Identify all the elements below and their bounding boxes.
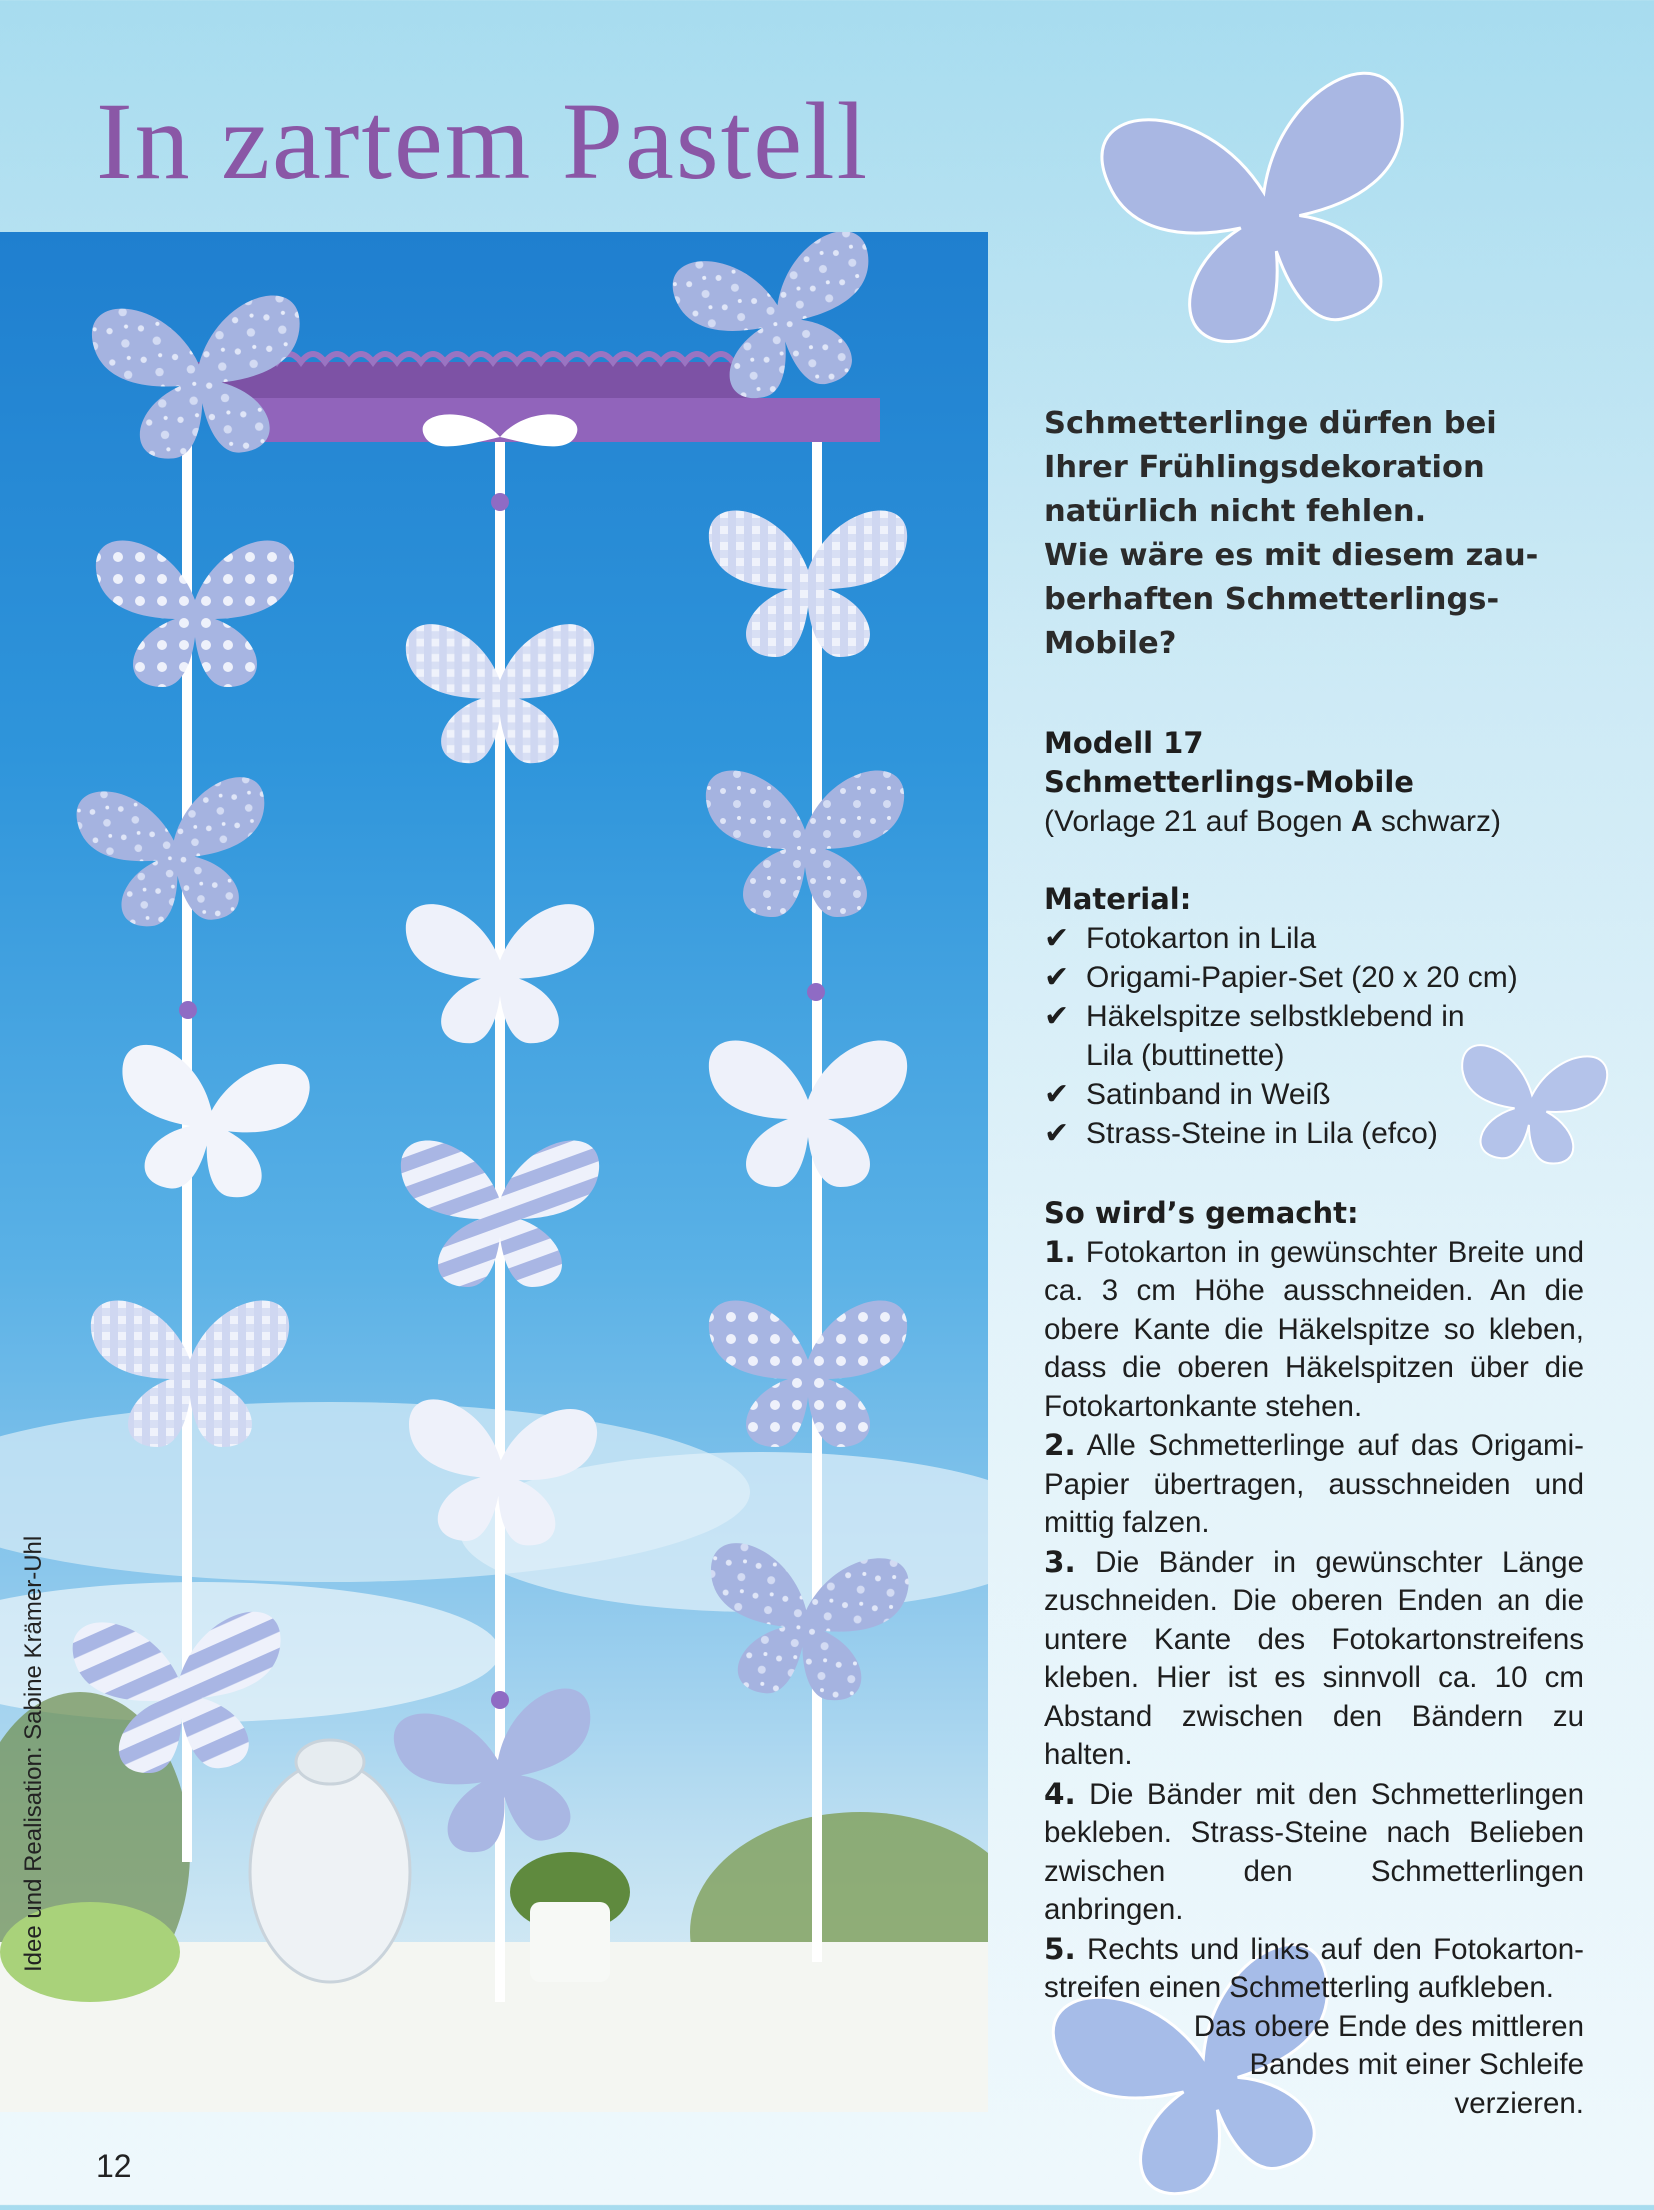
instructions-section bbox=[1044, 1194, 1584, 2123]
photo-credit: Idee und Realisation: Sabine Krämer-Uhl bbox=[20, 1535, 47, 1972]
instruction-step bbox=[1044, 1426, 1584, 1543]
template-sheet: A bbox=[1350, 805, 1373, 838]
intro-line: berhaften Schmetterlings- bbox=[1044, 582, 1500, 617]
closing-line: Bandes mit einer Schleife bbox=[1249, 2048, 1584, 2081]
step-text: Alle Schmetterlinge auf das Origami-Papier übertragen, ausschneiden und mittig falzen. bbox=[1044, 1429, 1584, 1539]
step-text: Fotokarton in gewünschter Breite und ca. 3 cm Höhe ausschneiden. An die obere Kante die Häkelspitze so kleben, dass die oberen Häkelspitzen über die Fotokartonkante stehen. bbox=[1044, 1235, 1584, 1423]
template-prefix: (Vorlage 21 auf Bogen bbox=[1044, 805, 1351, 838]
material-item-text: Häkelspitze selbstklebend in Lila (buttinette) bbox=[1086, 1000, 1465, 1072]
model-info bbox=[1044, 724, 1624, 841]
closing-line: verzieren. bbox=[1454, 2086, 1584, 2120]
check-icon: ✔ bbox=[1044, 922, 1070, 955]
material-item-text: Satinband in Weiß bbox=[1086, 1078, 1331, 1111]
material-section bbox=[1044, 880, 1624, 1153]
material-item bbox=[1044, 1114, 1624, 1153]
instruction-steps bbox=[1044, 1233, 1584, 2008]
material-item-text: Fotokarton in Lila bbox=[1086, 922, 1317, 955]
instructions-heading: So wird’s gemacht: bbox=[1044, 1196, 1359, 1230]
material-item bbox=[1044, 958, 1624, 997]
closing-line: Das obere Ende des mittleren bbox=[1193, 2009, 1584, 2043]
mobile-photo bbox=[0, 232, 988, 2112]
model-name: Schmetterlings-Mobile bbox=[1044, 765, 1414, 799]
step-number: 1. bbox=[1044, 1234, 1076, 1269]
step-text: Die Bänder mit den Schmetterlingen bekleben. Strass-Steine nach Belieben zwischen den Schmetterlingen anbringen. bbox=[1044, 1777, 1584, 1926]
instruction-step bbox=[1044, 1775, 1584, 1930]
step-number: 3. bbox=[1044, 1544, 1076, 1579]
step-text: Die Bänder in gewünschter Länge zuschneiden. Die oberen Enden an die untere Kante des Fotokartonstreifens kleben. Hier ist es sinnvoll ca. 10 cm Abstand zwischen den Bändern zu halten. bbox=[1044, 1545, 1584, 1771]
check-icon: ✔ bbox=[1044, 1117, 1070, 1150]
intro-text bbox=[1044, 402, 1624, 666]
page-title: In zartem Pastell bbox=[96, 80, 870, 202]
material-item bbox=[1044, 997, 1506, 1075]
page-number: 12 bbox=[96, 2148, 132, 2184]
decorative-butterfly-top bbox=[1088, 52, 1448, 372]
intro-line: Ihrer Frühlingsdekoration bbox=[1044, 450, 1485, 485]
material-heading: Material: bbox=[1044, 882, 1192, 916]
intro-line: Schmetterlinge dürfen bei bbox=[1044, 406, 1497, 441]
intro-line: natürlich nicht fehlen. bbox=[1044, 494, 1427, 529]
model-template bbox=[1044, 802, 1624, 841]
material-item bbox=[1044, 919, 1624, 958]
model-number: Modell 17 bbox=[1044, 726, 1204, 760]
material-list bbox=[1044, 919, 1624, 1153]
template-suffix: schwarz) bbox=[1372, 805, 1501, 838]
instruction-step bbox=[1044, 1543, 1584, 1775]
check-icon: ✔ bbox=[1044, 1000, 1070, 1033]
material-item-text: Origami-Papier-Set (20 x 20 cm) bbox=[1086, 961, 1518, 994]
material-item-text: Strass-Steine in Lila (efco) bbox=[1086, 1117, 1438, 1150]
intro-line: Wie wäre es mit diesem zau- bbox=[1044, 538, 1539, 573]
step-number: 5. bbox=[1044, 1931, 1076, 1966]
instruction-step bbox=[1044, 1233, 1584, 1427]
step-text: Rechts und links auf den Fotokarton-streifen einen Schmetterling aufkleben. bbox=[1044, 1932, 1584, 2004]
step-number: 2. bbox=[1044, 1428, 1076, 1462]
instruction-step bbox=[1044, 1930, 1584, 2008]
check-icon: ✔ bbox=[1044, 961, 1070, 994]
material-item bbox=[1044, 1075, 1624, 1114]
step-number: 4. bbox=[1044, 1776, 1076, 1811]
intro-line: Mobile? bbox=[1044, 626, 1177, 661]
check-icon: ✔ bbox=[1044, 1078, 1070, 1111]
